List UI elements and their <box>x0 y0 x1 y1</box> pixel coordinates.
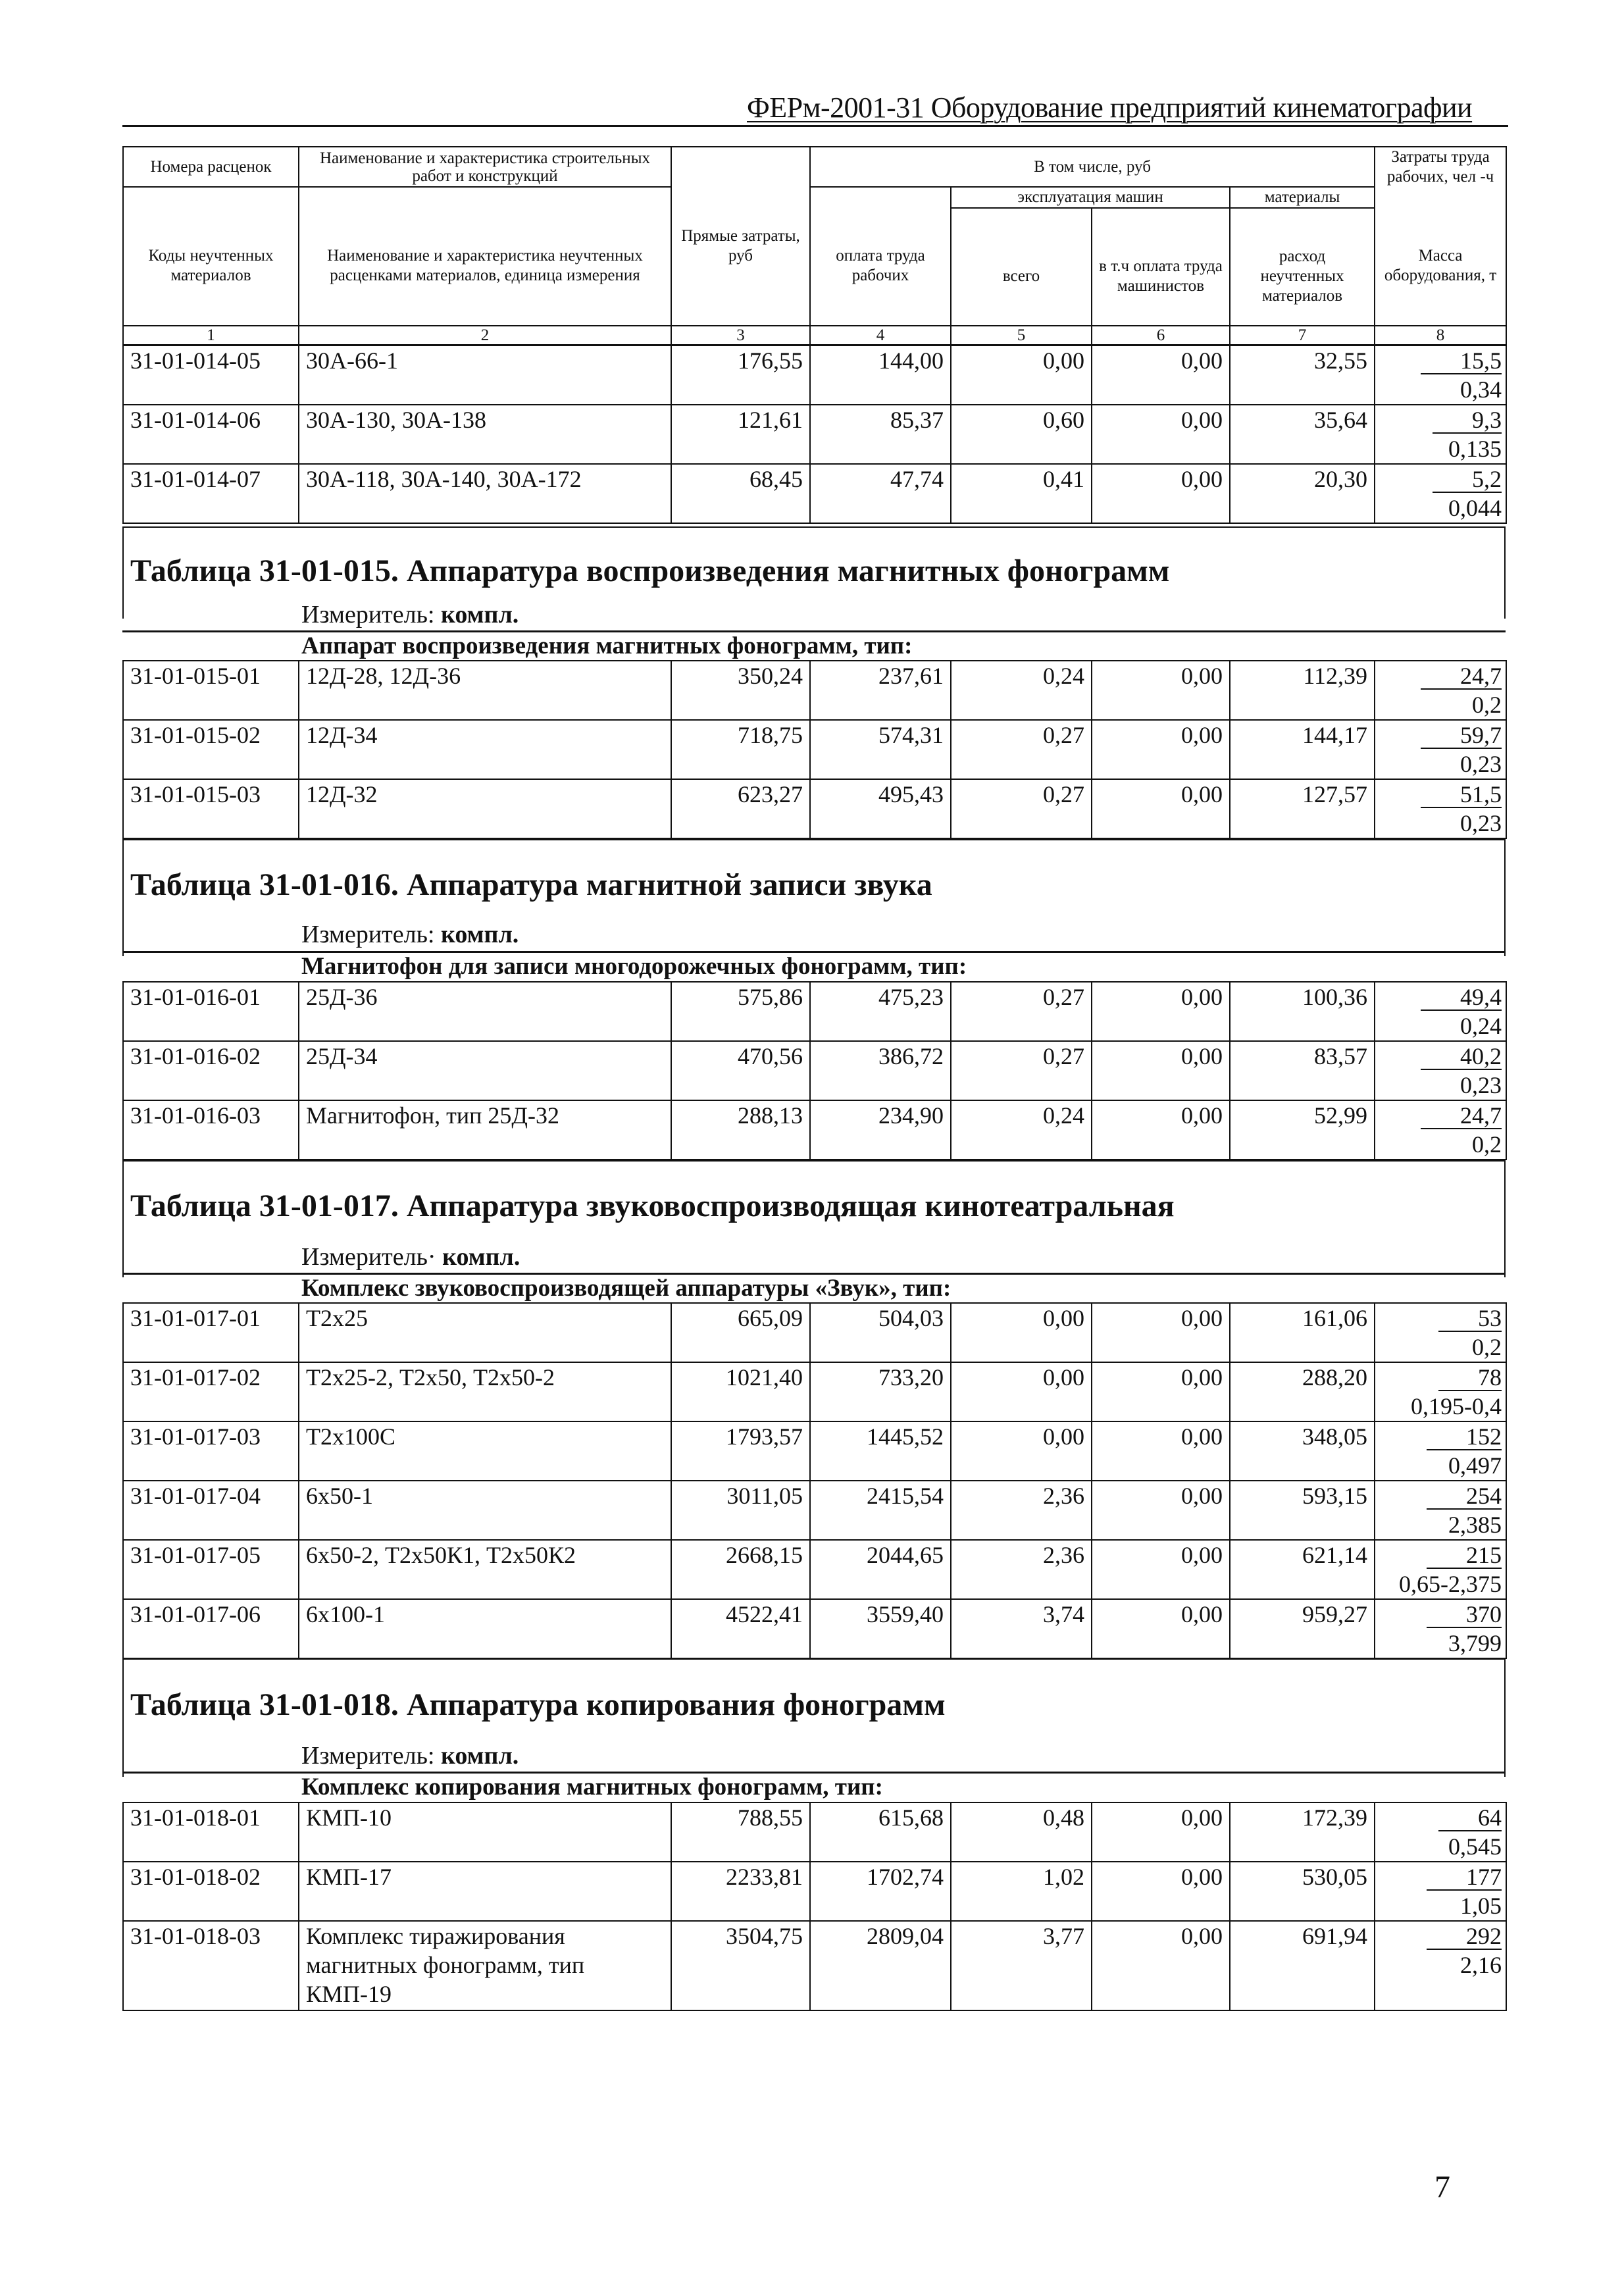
equipment-mass: 0,044 <box>1448 495 1502 521</box>
work-name: 6х100-1 <box>299 1599 671 1658</box>
materials-cost: 52,99 <box>1230 1100 1375 1160</box>
operator-pay: 0,00 <box>1092 405 1230 464</box>
column-header <box>122 146 1507 345</box>
measure-label: Измеритель: компл. <box>301 1742 519 1770</box>
labor-hours: 51,5 <box>1421 782 1502 808</box>
table-title: Таблица 31-01-017. Аппаратура звуковоспроизводящая кинотеатральная <box>130 1188 1175 1223</box>
machine-total: 3,74 <box>951 1599 1092 1658</box>
page-number: 7 <box>1434 2170 1450 2205</box>
equipment-mass: 0,195-0,4 <box>1411 1393 1502 1419</box>
operator-pay: 0,00 <box>1092 1802 1230 1862</box>
operator-pay: 0,00 <box>1092 982 1230 1041</box>
equipment-mass: 3,799 <box>1448 1630 1502 1656</box>
rate-code: 31-01-014-05 <box>123 345 299 405</box>
worker-pay: 574,31 <box>810 720 951 779</box>
group-title: Комплекс копирования магнитных фонограмм, тип: <box>301 1774 883 1801</box>
operator-pay: 0,00 <box>1092 1921 1230 2010</box>
labor-mass-cell <box>1375 464 1506 523</box>
materials-cost: 621,14 <box>1230 1540 1375 1599</box>
equipment-mass: 0,23 <box>1460 810 1502 836</box>
machine-total: 0,27 <box>951 1041 1092 1100</box>
labor-mass-cell <box>1375 1481 1506 1540</box>
work-name: Магнитофон, тип 25Д-32 <box>299 1100 671 1160</box>
machine-total: 2,36 <box>951 1481 1092 1540</box>
labor-mass-cell <box>1375 720 1506 779</box>
operator-pay: 0,00 <box>1092 345 1230 405</box>
work-name: 12Д-32 <box>299 779 671 838</box>
work-name: 30А-66-1 <box>299 345 671 405</box>
rate-code: 31-01-016-01 <box>123 982 299 1041</box>
equipment-mass: 0,2 <box>1472 1334 1502 1360</box>
worker-pay: 1702,74 <box>810 1862 951 1921</box>
labor-hours: 78 <box>1438 1365 1502 1391</box>
machine-total: 0,00 <box>951 345 1092 405</box>
column-number-row: 1 2 3 4 5 6 7 8 <box>123 326 1506 345</box>
col-8-top: Затраты труда рабочих, чел -ч <box>1375 147 1506 187</box>
col-4-header: оплата труда рабочих <box>810 187 951 345</box>
materials-cost: 288,20 <box>1230 1362 1375 1421</box>
rate-code: 31-01-017-03 <box>123 1421 299 1481</box>
table-title: Таблица 31-01-015. Аппаратура воспроизведения магнитных фонограмм <box>130 553 1170 588</box>
measure-label: Измеритель· компл. <box>301 1243 520 1271</box>
labor-mass-cell <box>1375 1303 1506 1362</box>
machine-total: 0,48 <box>951 1802 1092 1862</box>
table-row <box>123 1303 1506 1362</box>
equipment-mass: 0,135 <box>1448 436 1502 462</box>
labor-mass-cell <box>1375 1362 1506 1421</box>
direct-cost: 788,55 <box>671 1802 810 1862</box>
work-name: 6х50-2, Т2х50К1, Т2х50К2 <box>299 1540 671 1599</box>
worker-pay: 3559,40 <box>810 1599 951 1658</box>
table-row <box>123 1599 1506 1658</box>
rate-code: 31-01-015-01 <box>123 661 299 720</box>
worker-pay: 237,61 <box>810 661 951 720</box>
table-row <box>123 720 1506 779</box>
work-name: Т2х25-2, Т2х50, Т2х50-2 <box>299 1362 671 1421</box>
table-row <box>123 1100 1506 1160</box>
work-name: КМП-17 <box>299 1862 671 1921</box>
rate-code: 31-01-017-06 <box>123 1599 299 1658</box>
table-row <box>123 1041 1506 1100</box>
materials-cost: 32,55 <box>1230 345 1375 405</box>
worker-pay: 504,03 <box>810 1303 951 1362</box>
col-1-top: Номера расценок <box>123 147 299 187</box>
included-header: В том числе, руб <box>810 147 1375 187</box>
direct-cost: 470,56 <box>671 1041 810 1100</box>
materials-cost: 127,57 <box>1230 779 1375 838</box>
machine-total: 3,77 <box>951 1921 1092 2010</box>
table-row <box>123 1481 1506 1540</box>
direct-cost: 1793,57 <box>671 1421 810 1481</box>
worker-pay: 2809,04 <box>810 1921 951 2010</box>
table-title: Таблица 31-01-018. Аппаратура копирования фонограмм <box>130 1687 946 1722</box>
table-row <box>123 982 1506 1041</box>
labor-mass-cell <box>1375 982 1506 1041</box>
labor-hours: 152 <box>1427 1424 1502 1450</box>
machines-header: эксплуатация машин <box>951 187 1230 208</box>
materials-cost: 593,15 <box>1230 1481 1375 1540</box>
table-row <box>123 779 1506 838</box>
equipment-mass: 0,34 <box>1460 376 1502 403</box>
machine-total: 0,27 <box>951 720 1092 779</box>
direct-cost: 176,55 <box>671 345 810 405</box>
rate-code: 31-01-015-03 <box>123 779 299 838</box>
col-6-header: в т.ч оплата труда машинистов <box>1092 208 1230 345</box>
rate-code: 31-01-016-02 <box>123 1041 299 1100</box>
rate-code: 31-01-016-03 <box>123 1100 299 1160</box>
col-3-header: Прямые затраты, руб <box>671 147 810 345</box>
labor-hours: 292 <box>1427 1924 1502 1950</box>
table-row <box>123 464 1506 523</box>
equipment-mass: 1,05 <box>1460 1893 1502 1919</box>
table-row <box>123 1362 1506 1421</box>
work-name: 30А-130, 30А-138 <box>299 405 671 464</box>
machine-total: 1,02 <box>951 1862 1092 1921</box>
operator-pay: 0,00 <box>1092 1362 1230 1421</box>
col-5-header: всего <box>951 208 1092 345</box>
direct-cost: 2233,81 <box>671 1862 810 1921</box>
direct-cost: 623,27 <box>671 779 810 838</box>
labor-hours: 15,5 <box>1421 348 1502 374</box>
labor-mass-cell <box>1375 405 1506 464</box>
equipment-mass: 0,65-2,375 <box>1399 1571 1502 1597</box>
operator-pay: 0,00 <box>1092 1303 1230 1362</box>
labor-hours: 59,7 <box>1421 723 1502 749</box>
machine-total: 0,27 <box>951 779 1092 838</box>
labor-hours: 64 <box>1438 1805 1502 1831</box>
direct-cost: 350,24 <box>671 661 810 720</box>
materials-cost: 959,27 <box>1230 1599 1375 1658</box>
operator-pay: 0,00 <box>1092 1862 1230 1921</box>
materials-cost: 691,94 <box>1230 1921 1375 2010</box>
direct-cost: 665,09 <box>671 1303 810 1362</box>
table-title: Таблица 31-01-016. Аппаратура магнитной записи звука <box>130 867 932 902</box>
direct-cost: 4522,41 <box>671 1599 810 1658</box>
machine-total: 0,41 <box>951 464 1092 523</box>
labor-hours: 53 <box>1438 1306 1502 1332</box>
table-014-rows <box>122 325 1507 524</box>
worker-pay: 85,37 <box>810 405 951 464</box>
header-rule <box>122 125 1508 127</box>
labor-hours: 5,2 <box>1433 467 1502 493</box>
equipment-mass: 0,2 <box>1472 692 1502 718</box>
labor-mass-cell <box>1375 345 1506 405</box>
machine-total: 0,24 <box>951 661 1092 720</box>
operator-pay: 0,00 <box>1092 1100 1230 1160</box>
labor-mass-cell <box>1375 1540 1506 1599</box>
machine-total: 0,60 <box>951 405 1092 464</box>
direct-cost: 575,86 <box>671 982 810 1041</box>
rate-code: 31-01-017-01 <box>123 1303 299 1362</box>
materials-cost: 112,39 <box>1230 661 1375 720</box>
work-name: Т2х100С <box>299 1421 671 1481</box>
rate-code: 31-01-017-02 <box>123 1362 299 1421</box>
equipment-mass: 0,2 <box>1472 1131 1502 1158</box>
direct-cost: 718,75 <box>671 720 810 779</box>
labor-hours: 40,2 <box>1421 1044 1502 1070</box>
group-title: Магнитофон для записи многодорожечных фонограмм, тип: <box>301 953 967 980</box>
machine-total: 0,00 <box>951 1421 1092 1481</box>
worker-pay: 234,90 <box>810 1100 951 1160</box>
equipment-mass: 0,23 <box>1460 751 1502 777</box>
materials-cost: 530,05 <box>1230 1862 1375 1921</box>
work-name: 25Д-34 <box>299 1041 671 1100</box>
materials-header: материалы <box>1230 187 1375 208</box>
worker-pay: 386,72 <box>810 1041 951 1100</box>
operator-pay: 0,00 <box>1092 1421 1230 1481</box>
page-header: ФЕРм-2001-31 Оборудование предприятий кинематографии <box>747 91 1473 124</box>
worker-pay: 2415,54 <box>810 1481 951 1540</box>
col-1-bottom: Коды неучтенных материалов <box>123 187 299 345</box>
labor-hours: 177 <box>1427 1864 1502 1891</box>
labor-mass-cell <box>1375 1862 1506 1921</box>
materials-cost: 35,64 <box>1230 405 1375 464</box>
machine-total: 0,27 <box>951 982 1092 1041</box>
labor-hours: 24,7 <box>1421 663 1502 690</box>
worker-pay: 475,23 <box>810 982 951 1041</box>
worker-pay: 2044,65 <box>810 1540 951 1599</box>
direct-cost: 1021,40 <box>671 1362 810 1421</box>
machine-total: 0,00 <box>951 1303 1092 1362</box>
rate-code: 31-01-015-02 <box>123 720 299 779</box>
materials-cost: 348,05 <box>1230 1421 1375 1481</box>
table-row <box>123 345 1506 405</box>
rate-code: 31-01-014-06 <box>123 405 299 464</box>
table-row <box>123 1862 1506 1921</box>
col-2-bottom: Наименование и характеристика неучтенных расценками материалов, единица измерения <box>299 187 671 345</box>
group-title: Аппарат воспроизведения магнитных фонограмм, тип: <box>301 632 913 659</box>
operator-pay: 0,00 <box>1092 464 1230 523</box>
operator-pay: 0,00 <box>1092 661 1230 720</box>
equipment-mass: 0,497 <box>1448 1452 1502 1479</box>
labor-mass-cell <box>1375 1421 1506 1481</box>
labor-mass-cell <box>1375 1599 1506 1658</box>
col-7-header: расход неучтенных материалов <box>1230 208 1375 345</box>
work-name: 6х50-1 <box>299 1481 671 1540</box>
labor-mass-cell <box>1375 1100 1506 1160</box>
table-row <box>123 1921 1506 2010</box>
equipment-mass: 0,23 <box>1460 1072 1502 1098</box>
materials-cost: 144,17 <box>1230 720 1375 779</box>
rate-code: 31-01-018-03 <box>123 1921 299 2010</box>
operator-pay: 0,00 <box>1092 1481 1230 1540</box>
table-017-rows <box>122 1302 1507 1659</box>
measure-label: Измеритель: компл. <box>301 601 519 628</box>
labor-hours: 49,4 <box>1421 984 1502 1011</box>
work-name: Т2х25 <box>299 1303 671 1362</box>
worker-pay: 733,20 <box>810 1362 951 1421</box>
worker-pay: 47,74 <box>810 464 951 523</box>
labor-hours: 370 <box>1427 1602 1502 1628</box>
direct-cost: 121,61 <box>671 405 810 464</box>
work-name: 25Д-36 <box>299 982 671 1041</box>
labor-hours: 9,3 <box>1433 407 1502 434</box>
table-row <box>123 661 1506 720</box>
operator-pay: 0,00 <box>1092 1041 1230 1100</box>
worker-pay: 144,00 <box>810 345 951 405</box>
materials-cost: 100,36 <box>1230 982 1375 1041</box>
operator-pay: 0,00 <box>1092 1540 1230 1599</box>
work-name: КМП-10 <box>299 1802 671 1862</box>
machine-total: 0,24 <box>951 1100 1092 1160</box>
direct-cost: 3011,05 <box>671 1481 810 1540</box>
labor-mass-cell <box>1375 1921 1506 2010</box>
materials-cost: 161,06 <box>1230 1303 1375 1362</box>
equipment-mass: 2,16 <box>1460 1952 1502 1978</box>
worker-pay: 495,43 <box>810 779 951 838</box>
operator-pay: 0,00 <box>1092 720 1230 779</box>
labor-mass-cell <box>1375 661 1506 720</box>
measure-label: Измеритель: компл. <box>301 921 519 948</box>
table-row <box>123 1421 1506 1481</box>
direct-cost: 288,13 <box>671 1100 810 1160</box>
equipment-mass: 0,545 <box>1448 1833 1502 1860</box>
labor-hours: 254 <box>1427 1483 1502 1510</box>
work-name: 30А-118, 30А-140, 30А-172 <box>299 464 671 523</box>
equipment-mass: 0,24 <box>1460 1013 1502 1039</box>
machine-total: 2,36 <box>951 1540 1092 1599</box>
work-name: 12Д-34 <box>299 720 671 779</box>
work-name: Комплекс тиражирования магнитных фонограмм, тип КМП-19 <box>299 1921 671 2010</box>
labor-hours: 215 <box>1427 1543 1502 1569</box>
worker-pay: 1445,52 <box>810 1421 951 1481</box>
work-name: 12Д-28, 12Д-36 <box>299 661 671 720</box>
labor-mass-cell <box>1375 1041 1506 1100</box>
table-row <box>123 405 1506 464</box>
col-8-bottom: Масса оборудования, т <box>1375 187 1506 345</box>
operator-pay: 0,00 <box>1092 1599 1230 1658</box>
rate-code: 31-01-017-05 <box>123 1540 299 1599</box>
rate-code: 31-01-018-01 <box>123 1802 299 1862</box>
direct-cost: 68,45 <box>671 464 810 523</box>
machine-total: 0,00 <box>951 1362 1092 1421</box>
labor-mass-cell <box>1375 1802 1506 1862</box>
table-016-rows <box>122 981 1507 1160</box>
worker-pay: 615,68 <box>810 1802 951 1862</box>
table-row <box>123 1540 1506 1599</box>
materials-cost: 20,30 <box>1230 464 1375 523</box>
direct-cost: 3504,75 <box>671 1921 810 2010</box>
table-row <box>123 1802 1506 1862</box>
table-018-rows <box>122 1802 1507 2011</box>
operator-pay: 0,00 <box>1092 779 1230 838</box>
materials-cost: 172,39 <box>1230 1802 1375 1862</box>
table-015-rows <box>122 660 1507 839</box>
labor-mass-cell <box>1375 779 1506 838</box>
col-2-top: Наименование и характеристика строительных работ и конструкций <box>299 147 671 187</box>
rate-code: 31-01-014-07 <box>123 464 299 523</box>
rate-code: 31-01-017-04 <box>123 1481 299 1540</box>
direct-cost: 2668,15 <box>671 1540 810 1599</box>
labor-hours: 24,7 <box>1421 1103 1502 1129</box>
equipment-mass: 2,385 <box>1448 1512 1502 1538</box>
rate-code: 31-01-018-02 <box>123 1862 299 1921</box>
materials-cost: 83,57 <box>1230 1041 1375 1100</box>
group-title: Комплекс звуковоспроизводящей аппаратуры «Звук», тип: <box>301 1275 952 1302</box>
